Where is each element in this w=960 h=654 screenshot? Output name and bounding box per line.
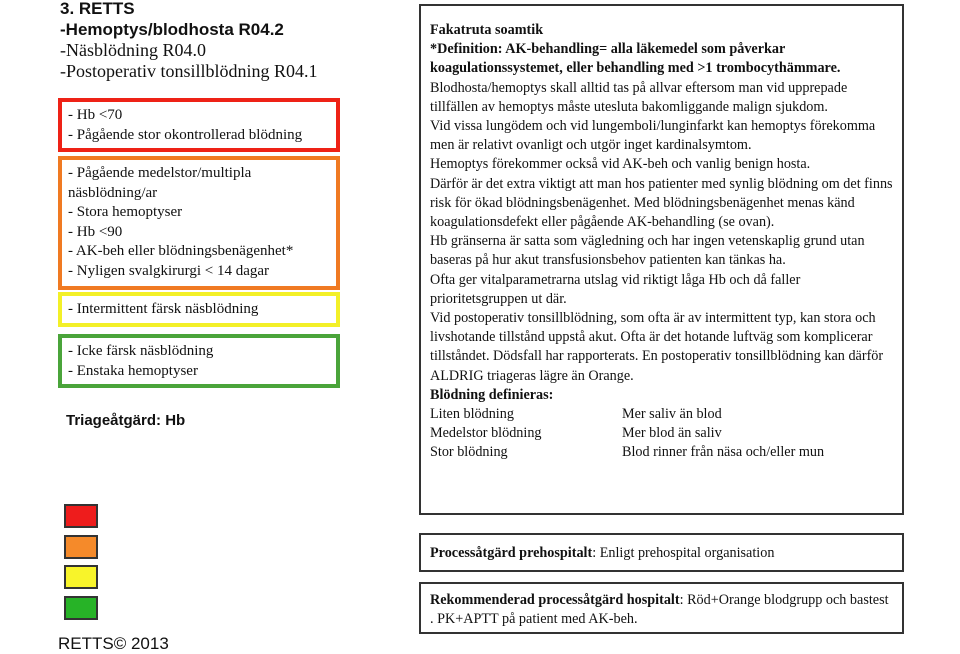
- triage-level-red: [58, 98, 340, 152]
- color-swatch-orange: [64, 535, 98, 559]
- fact-box: [419, 4, 904, 515]
- bleeding-definition: Blod rinner från näsa och/eller mun: [622, 444, 825, 461]
- title-code-nasblodning: -Näsblödning R04.0: [60, 40, 206, 60]
- title-code-tonsill: -Postoperativ tonsillblödning R04.1: [60, 61, 318, 81]
- color-swatch-yellow: [64, 565, 98, 589]
- bleeding-row: [430, 405, 894, 424]
- bleeding-term: Stor blödning: [430, 444, 508, 461]
- fact-paragraph: Därför är det extra viktigt att man hos patienter med synlig blödning om det finns risk för ökad blödningsbenägenhet. Med blödningsbenägenhet menas känd koagulationsdefekt eller pågående AK-behandling (se ovan).: [430, 175, 893, 231]
- hospital-process-box: [419, 582, 904, 634]
- bleeding-row: [430, 424, 894, 443]
- hospital-text: : Röd+Orange blodgrupp och bastest . PK+APTT på patient med AK-beh.: [430, 592, 889, 627]
- fact-paragraph: Blodhosta/hemoptys skall alltid tas på allvar eftersom man vid upprepade tillfällen av hemoptys måste utesluta bakomliggande malign sjukdom.: [430, 79, 848, 115]
- triage-action: Triageåtgärd: Hb: [66, 412, 186, 429]
- prehospital-label: Processåtgärd prehospitalt: [430, 545, 593, 561]
- criterion: - Intermittent färsk näsblödning: [68, 301, 259, 317]
- criterion: - Hb <90: [68, 223, 123, 240]
- bleeding-definition: Mer blod än saliv: [622, 425, 722, 442]
- criterion: - Icke färsk näsblödning: [68, 343, 214, 359]
- fact-paragraph: Hb gränserna är satta som vägledning och har ingen vetenskaplig grund utan baseras på hur akut transfusionsbehov patienten kan tänkas ha.: [430, 233, 865, 269]
- prehospital-process-box: [419, 533, 904, 572]
- fact-heading: Fakatruta soamtik: [430, 22, 544, 38]
- fact-paragraph: Vid postoperativ tonsillblödning, som ofta är av intermittent typ, kan stora och livshotande tillstånd uppstå akut. Ofta är det hotande luftväg som komplicerar tillståndet. Dödsfall har rapporterats. En postoperativ tonsillblödning kan därför ALDRIG triageras lägre än Orange.: [430, 310, 884, 384]
- criterion: - AK-beh eller blödningsbenägenhet*: [68, 243, 294, 259]
- criterion: - Pågående medelstor/multipla: [68, 165, 252, 181]
- criterion: - Pågående stor okontrollerad blödning: [68, 126, 303, 143]
- fact-paragraph: Hemoptys förekommer också vid AK-beh och vanlig benign hosta.: [430, 156, 811, 173]
- bleeding-heading: Blödning definieras:: [430, 386, 554, 403]
- bleeding-term: Medelstor blödning: [430, 425, 542, 442]
- criterion: - Nyligen svalgkirurgi < 14 dagar: [68, 262, 270, 279]
- criterion: - Enstaka hemoptyser: [68, 362, 198, 379]
- criterion: - Stora hemoptyser: [68, 204, 183, 220]
- bleeding-definition: Mer saliv än blod: [622, 406, 722, 423]
- bleeding-row: [430, 443, 894, 462]
- page-title: [60, 0, 390, 82]
- definition-text: *Definition: AK-behandling= alla läkemedel som påverkar koagulationssystemet, eller behandling med >1 trombocythämmare.: [430, 41, 841, 77]
- fact-paragraph: Vid vissa lungödem och vid lungemboli/lunginfarkt kan hemoptys förekomma men är relativt ovanligt och utgör inget kardinalsymtom.: [430, 118, 876, 154]
- title-main: 3. RETTS: [60, 0, 135, 18]
- color-swatch-green: [64, 596, 98, 620]
- triage-level-yellow: [58, 292, 340, 327]
- fact-paragraph: Ofta ger vitalparametrarna utslag vid riktigt låga Hb och då faller prioritetsgruppen ut där.: [430, 271, 801, 307]
- triage-level-green: [58, 334, 340, 388]
- prehospital-text: : Enligt prehospital organisation: [592, 545, 775, 561]
- triage-level-orange: [58, 156, 340, 290]
- title-code-hemoptys: -Hemoptys/blodhosta R04.2: [60, 20, 284, 39]
- copyright: RETTS© 2013: [58, 634, 169, 653]
- criterion: näsblödning/ar: [68, 184, 158, 201]
- hospital-label: Rekommenderad processåtgärd hospitalt: [430, 592, 680, 608]
- criterion: - Hb <70: [68, 107, 123, 123]
- bleeding-term: Liten blödning: [430, 406, 514, 423]
- color-swatch-red: [64, 504, 98, 528]
